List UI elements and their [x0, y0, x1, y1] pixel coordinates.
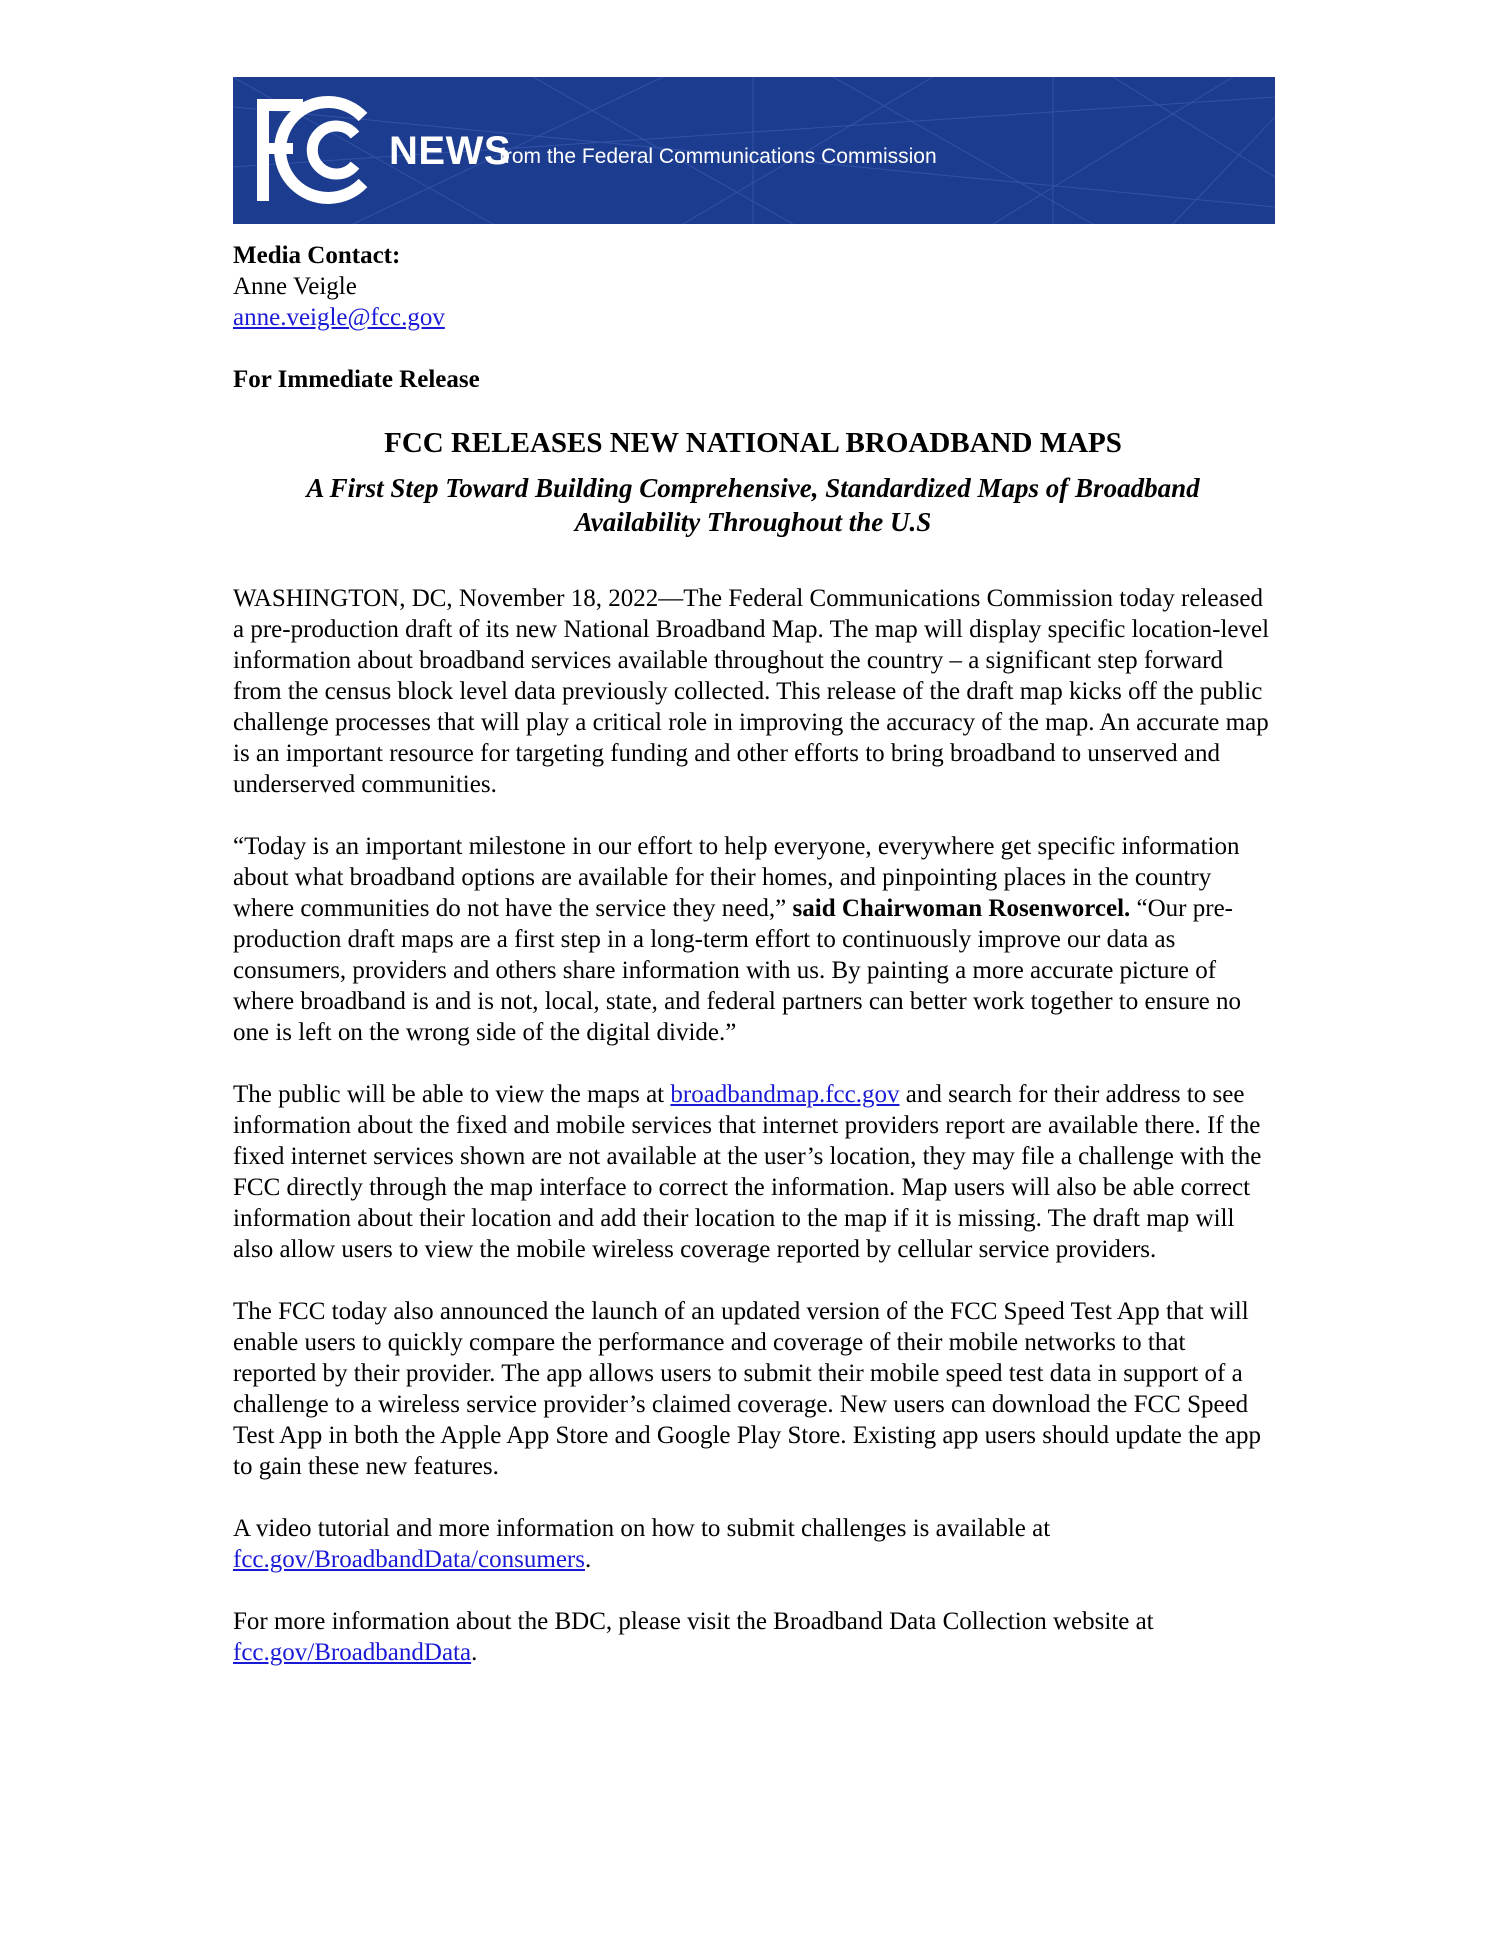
media-contact-name: Anne Veigle: [233, 273, 357, 300]
subheadline: A First Step Toward Building Comprehensive, Standardized Maps of Broadband Availability Throughout the U.S: [306, 473, 1200, 537]
quote-part-2: “Our pre-production draft maps are a first step in a long-term effort to continuously improve our data as consumers, providers and others share information with us. By painting a more accurate picture of where broadband is and is not, local, state, and federal partners can better work together to ensure no one is left on the wrong side of the digital divide.”: [233, 895, 1241, 1046]
paragraph-4: The FCC today also announced the launch of an updated version of the FCC Speed Test App that will enable users to quickly compare the performance and coverage of their mobile networks to that reported by their provider. The app allows users to submit their mobile speed test data in support of a challenge to a wireless service provider’s claimed coverage. New users can download the FCC Speed Test App in both the Apple App Store and Google Play Store. Existing app users should update the app to gain these new features.: [233, 1298, 1261, 1480]
p6-text-before: For more information about the BDC, please visit the Broadband Data Collection website at: [233, 1608, 1154, 1635]
paragraph-6: [233, 1606, 1273, 1668]
p5-period: .: [584, 1546, 592, 1573]
news-wordmark: NEWS: [389, 129, 511, 173]
speaker-attribution: said Chairwoman Rosenworcel.: [792, 895, 1131, 922]
media-contact-label: Media Contact:: [233, 242, 401, 269]
paragraph-2: [233, 831, 1273, 1048]
p6-period: .: [471, 1639, 478, 1666]
banner-tagline: from the Federal Communications Commission: [499, 145, 937, 168]
paragraph-3: [233, 1079, 1273, 1265]
quote-part-1: “Today is an important milestone in our effort to help everyone, everywhere get specific information about what broadband options are available for their homes, and pinpointing places in the country where communities do not have the service they need,”: [233, 833, 1240, 922]
p5-text-before: A video tutorial and more information on how to submit challenges is available at: [233, 1515, 1051, 1542]
paragraph-1: WASHINGTON, DC, November 18, 2022—The Federal Communications Commission today released a pre-production draft of its new National Broadband Map. The map will display specific location-level information about broadband services available throughout the country – a significant step forward from the census block level data previously collected. This release of the draft map kicks off the public challenge processes that will play a critical role in improving the accuracy of the map. An accurate map is an important resource for targeting funding and other efforts to bring broadband to unserved and underserved communities.: [233, 585, 1270, 798]
media-contact-email-link[interactable]: anne.veigle@fcc.gov: [233, 304, 445, 331]
broadbanddata-link[interactable]: fcc.gov/BroadbandData: [233, 1639, 472, 1666]
broadbandmap-link[interactable]: broadbandmap.fcc.gov: [670, 1081, 900, 1108]
release-timing: For Immediate Release: [233, 366, 480, 393]
press-release-body: [233, 240, 1273, 1668]
p3-text-after: and search for their address to see information about the fixed and mobile services that internet providers report are available there. If the fixed internet services shown are not available at the user’s location, they may file a challenge with the FCC directly through the map interface to correct the information. Map users will also be able correct information about their location and add their location to the map if it is missing. The draft map will also allow users to view the mobile wireless coverage reported by cellular service providers.: [233, 1081, 1262, 1263]
headline: FCC RELEASES NEW NATIONAL BROADBAND MAPS: [384, 427, 1122, 459]
fcc-logo: [255, 95, 385, 205]
media-contact-block: [233, 240, 1273, 333]
consumers-link[interactable]: fcc.gov/BroadbandData/consumers: [233, 1546, 585, 1573]
p3-text-before: The public will be able to view the maps at: [233, 1081, 665, 1108]
paragraph-5: [233, 1513, 1273, 1575]
fcc-news-banner: [233, 77, 1275, 224]
